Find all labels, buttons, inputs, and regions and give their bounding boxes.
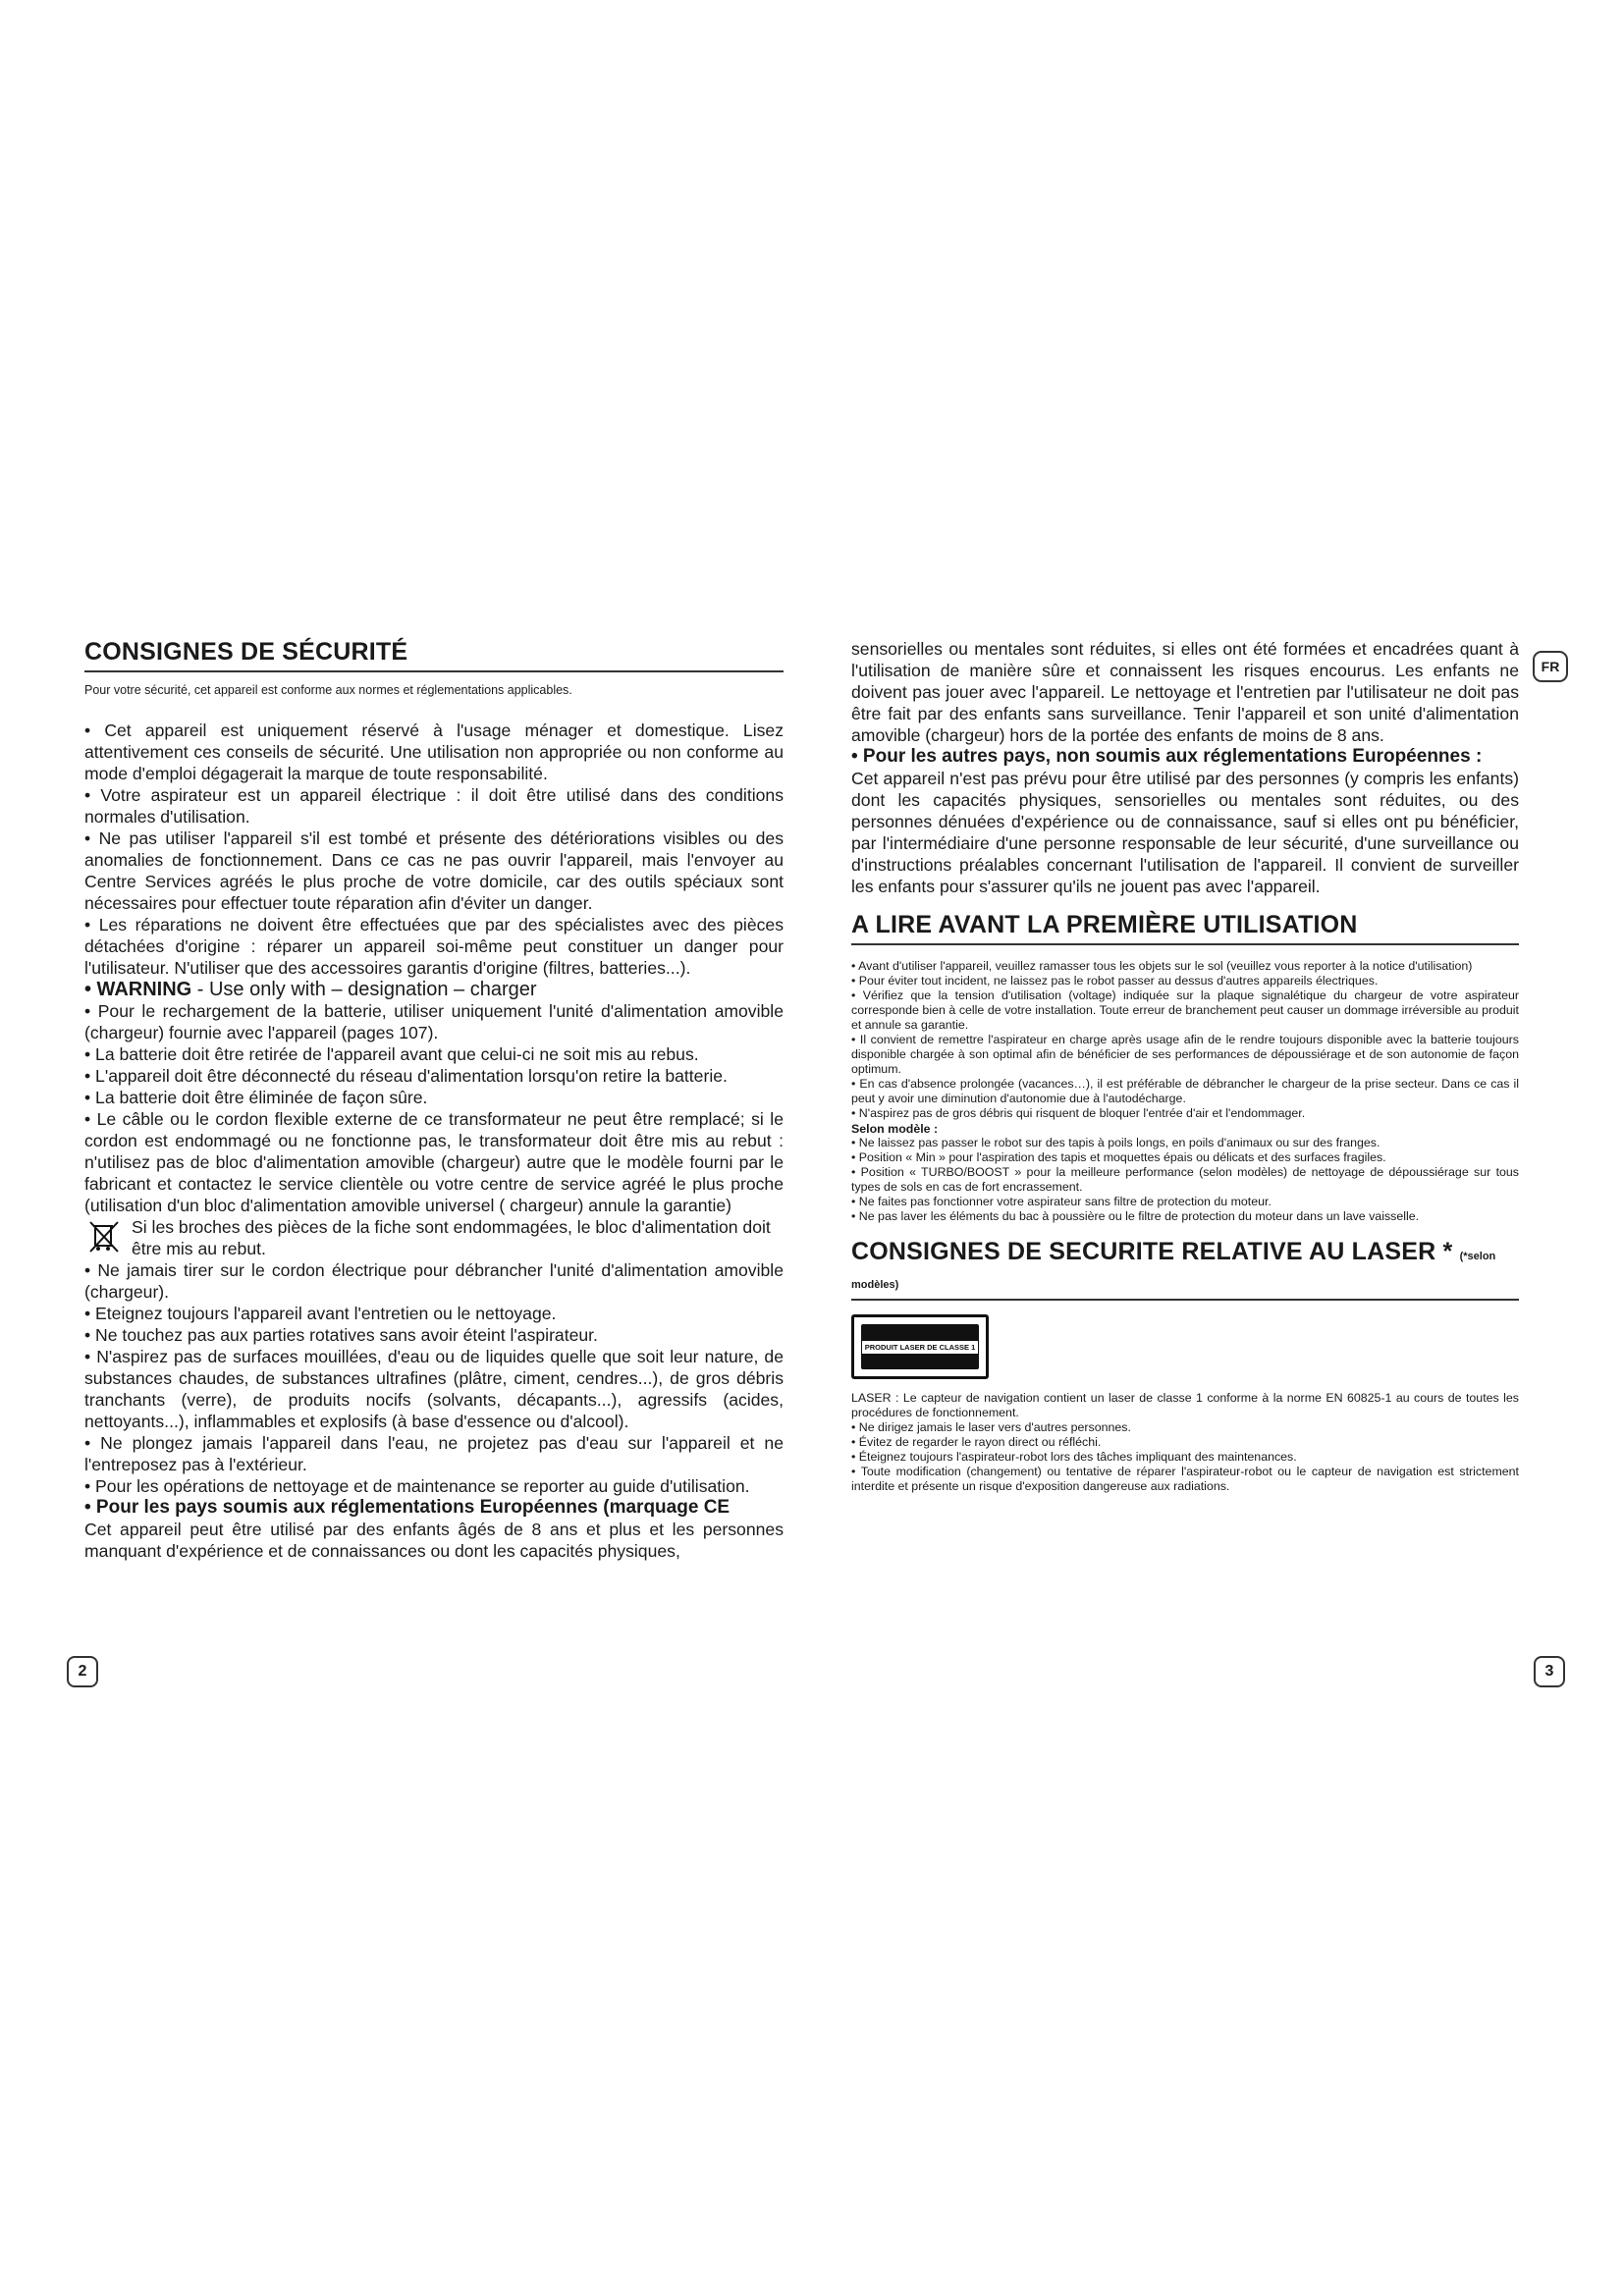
- laser-item: • Ne dirigez jamais le laser vers d'autres personnes.: [851, 1420, 1131, 1434]
- first-use-item: • Vérifiez que la tension d'utilisation (voltage) indiquée sur la plaque signalétique du chargeur de votre aspirateur corresponde bien à celle de votre installation. Toute erreur de branchement peut causer un dommage irréversible au produit et annule sa garantie.: [851, 988, 1519, 1032]
- laser-item: • Toute modification (changement) ou tentative de réparer l'aspirateur-robot ou le capteur de navigation est strictement interdite et présente un risque d'exposition dangereuse aux radiations.: [851, 1465, 1519, 1493]
- laser-label-frame: [861, 1324, 979, 1369]
- first-use-item: • Avant d'utiliser l'appareil, veuillez ramasser tous les objets sur le sol (veuillez vous reporter à la notice d'utilisation): [851, 959, 1473, 973]
- first-use-item: • En cas d'absence prolongée (vacances…), il est préférable de débrancher le chargeur de la prise secteur. Dans ce cas il peut y avoir une diminution d'autonomie due à l'autodécharge.: [851, 1077, 1519, 1105]
- safety-item: • Ne touchez pas aux parties rotatives sans avoir éteint l'aspirateur.: [84, 1325, 598, 1345]
- eu-text: Cet appareil peut être utilisé par des enfants âgés de 8 ans et plus et les personnes manquant d'expérience et de connaissances ou dont les capacités physiques,: [84, 1520, 784, 1561]
- safety-item: • Votre aspirateur est un appareil électrique : il doit être utilisé dans des conditions normales d'utilisation.: [84, 785, 784, 827]
- eu-heading-text: • Pour les pays soumis aux réglementations Européennes (marquage: [84, 1497, 699, 1518]
- first-use-title: A LIRE AVANT LA PREMIÈRE UTILISATION: [851, 911, 1519, 945]
- model-item: • Ne laissez pas passer le robot sur des tapis à poils longs, en poils d'animaux ou sur des franges.: [851, 1136, 1380, 1149]
- disposal-row: [84, 1216, 784, 1259]
- safety-item: • La batterie doit être retirée de l'appareil avant que celui-ci ne soit mis au rebus.: [84, 1044, 699, 1064]
- language-tab: FR: [1533, 651, 1568, 682]
- disposal-text: Si les broches des pièces de la fiche sont endommagées, le bloc d'alimentation doit être mis au rebut.: [132, 1217, 771, 1258]
- first-use-item: • N'aspirez pas de gros débris qui risquent de bloquer l'entrée d'air et l'endommager.: [851, 1106, 1306, 1120]
- safety-item: • La batterie doit être éliminée de façon sûre.: [84, 1088, 428, 1107]
- safety-item: • Pour les opérations de nettoyage et de maintenance se reporter au guide d'utilisation.: [84, 1476, 750, 1496]
- non-eu-text: Cet appareil n'est pas prévu pour être utilisé par des personnes (y compris les enfants) dont les capacités physiques, sensorielles ou mentales sont réduites, ou des personnes dénuées d'expérience ou de connaissance, sauf si elles ont pu bénéficier, par l'intermédiaire d'une personne responsable de leur sécurité, d'une surveillance ou d'instructions préalables concernant l'utilisation de l'appareil. Il convient de surveiller les enfants pour s'assurer qu'ils ne jouent pas avec l'appareil.: [851, 769, 1519, 896]
- safety-item: • Le câble ou le cordon flexible externe de ce transformateur ne peut être remplacé; si le cordon est endommagé ou ne fonctionne pas, le transformateur doit être mis au rebut : n'utilisez pas de bloc d'alimentation amovible (chargeur) autre que le modèle fourni par le fabricant et contactez le service clientèle ou votre centre de service agréé le plus proche (utilisation d'un bloc d'alimentation amovible universel ( chargeur) annule la garantie): [84, 1109, 784, 1215]
- safety-item: • Eteignez toujours l'appareil avant l'entretien ou le nettoyage.: [84, 1304, 557, 1323]
- warning-line: [84, 979, 784, 1000]
- model-item: • Position « TURBO/BOOST » pour la meilleure performance (selon modèles) de nettoyage de dépoussiérage sur tous types de sols en cas de fort encrassement.: [851, 1165, 1519, 1194]
- warning-label: • WARNING: [84, 979, 192, 1000]
- crossed-bin-icon: [84, 1216, 124, 1255]
- safety-item: • Cet appareil est uniquement réservé à l'usage ménager et domestique. Lisez attentivement ces conseils de sécurité. Une utilisation non appropriée ou non conforme au mode d'emploi dégagerait la marque de toute responsabilité.: [84, 721, 784, 783]
- model-item: • Position « Min » pour l'aspiration des tapis et moquettes épais ou délicats et des surfaces fragiles.: [851, 1150, 1386, 1164]
- laser-label-text: PRODUIT LASER DE CLASSE 1: [862, 1341, 979, 1354]
- first-use-item: • Pour éviter tout incident, ne laissez pas le robot passer au dessus d'autres appareils électriques.: [851, 974, 1379, 988]
- laser-title: [851, 1238, 1519, 1301]
- page-number-left: 2: [67, 1656, 98, 1687]
- safety-item: • Pour le rechargement de la batterie, utiliser uniquement l'unité d'alimentation amovible (chargeur) fournie avec l'appareil (pages 107).: [84, 1001, 784, 1042]
- warning-text: - Use only with – designation – charger: [191, 979, 537, 1000]
- first-use-item: • Il convient de remettre l'aspirateur en charge après usage afin de le rendre toujours disponible avec la batterie toujours disponible chargée à son optimal afin de bénéficier de ses performances de dépoussiérage et de son autonomie de façon optimum.: [851, 1033, 1519, 1076]
- laser-class-label: [851, 1314, 989, 1379]
- page-number-right: 3: [1534, 1656, 1565, 1687]
- safety-item: • N'aspirez pas de surfaces mouillées, d'eau ou de liquides quelle que soit leur nature, de substances chaudes, de substances ultrafines (plâtre, ciment, cendres...), de gros débris tranchants (verre), de produits nocifs (solvants, décapants...), agressifs (acides, nettoyants...), inflammables et explosifs (à base d'essence ou d'alcool).: [84, 1347, 784, 1431]
- non-eu-heading: • Pour les autres pays, non soumis aux réglementations Européennes :: [851, 746, 1483, 767]
- laser-title-text: CONSIGNES DE SECURITE RELATIVE AU LASER *: [851, 1238, 1453, 1265]
- safety-intro: Pour votre sécurité, cet appareil est conforme aux normes et réglementations applicables.: [84, 683, 572, 697]
- left-page: [84, 638, 784, 1562]
- safety-item: • L'appareil doit être déconnecté du réseau d'alimentation lorsqu'on retire la batterie.: [84, 1066, 728, 1086]
- laser-title-note: (*selon modèles): [851, 1251, 1496, 1291]
- safety-item: • Ne jamais tirer sur le cordon électrique pour débrancher l'unité d'alimentation amovible (chargeur).: [84, 1260, 784, 1302]
- model-heading: Selon modèle :: [851, 1122, 939, 1136]
- model-item: • Ne pas laver les éléments du bac à poussière ou le filtre de protection du moteur dans un lave vaisselle.: [851, 1209, 1420, 1223]
- eu-text-continued: sensorielles ou mentales sont réduites, si elles ont été formées et encadrées quant à l'utilisation de manière sûre et connaissent les risques encourus. Les enfants ne doivent pas jouer avec l'appareil. Le nettoyage et l'entretien par l'utilisateur ne doit pas être fait par des enfants sans surveillance. Tenir l'appareil et son unité d'alimentation amovible (chargeur) hors de la portée des enfants de moins de 8 ans.: [851, 639, 1519, 745]
- laser-item: LASER : Le capteur de navigation contient un laser de classe 1 conforme à la norme EN 60825-1 au cours de toutes les procédures de fonctionnement.: [851, 1391, 1519, 1419]
- right-page: [851, 638, 1519, 1494]
- ce-mark: CE: [703, 1497, 731, 1518]
- safety-item: • Ne plongez jamais l'appareil dans l'eau, ne projetez pas d'eau sur l'appareil et ne l'entreposez pas à l'extérieur.: [84, 1433, 784, 1474]
- laser-item: • Évitez de regarder le rayon direct ou réfléchi.: [851, 1435, 1102, 1449]
- safety-item: • Ne pas utiliser l'appareil s'il est tombé et présente des détériorations visibles ou des anomalies de fonctionnement. Dans ce cas ne pas ouvrir l'appareil, mais l'envoyer au Centre Services agréés le plus proche de votre domicile, car des outils spéciaux sont nécessaires pour effectuer toute réparation afin d'éviter un danger.: [84, 828, 784, 913]
- laser-item: • Éteignez toujours l'aspirateur-robot lors des tâches impliquant des maintenances.: [851, 1450, 1297, 1464]
- eu-heading: [84, 1497, 784, 1519]
- safety-title: CONSIGNES DE SÉCURITÉ: [84, 638, 784, 672]
- model-item: • Ne faites pas fonctionner votre aspirateur sans filtre de protection du moteur.: [851, 1195, 1272, 1208]
- safety-item: • Les réparations ne doivent être effectuées que par des spécialistes avec des pièces détachées d'origine : réparer un appareil soi-même peut constituer un danger pour l'utilisateur. N'utiliser que des accessoires garantis d'origine (filtres, batteries...).: [84, 915, 784, 978]
